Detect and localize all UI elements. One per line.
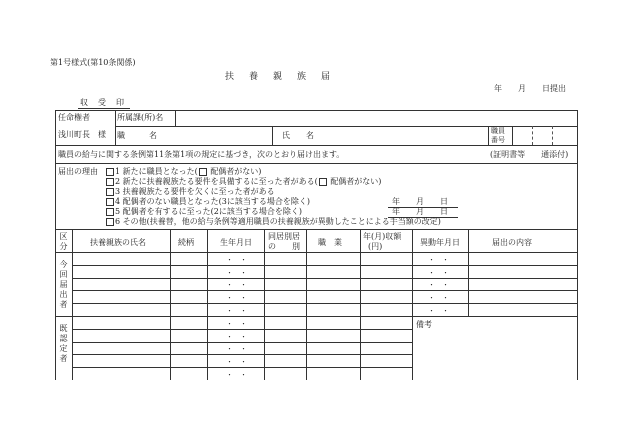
change-date-dots: ・ ・ [428,281,449,289]
col-dependent-name: 扶養親族の氏名 [90,238,146,247]
frame-right [577,110,578,380]
vline-income [412,229,413,380]
reason-item-6[interactable]: 6 その他(扶養替，他の給与条例等適用職員の扶養親族が異動したことによる手当額の改定) [105,217,441,227]
section-current-label: 今回届出者 [59,260,68,310]
dept-label: 所属課(所)名 [117,113,164,122]
staff-no-label-2: 番号 [491,136,505,144]
col-relation: 続柄 [178,238,194,247]
staffno-dash-2 [552,126,553,145]
current-row-line-2 [72,278,577,279]
col-income-1: 年(月)収額 [363,232,402,241]
header-col-name [272,126,273,145]
col-content: 届出の内容 [492,238,532,247]
staff-name-label: 氏 名 [282,131,314,140]
receipt-stamp-label: 収 受 印 [80,98,125,107]
birth-date-dots: ・ ・ [226,358,247,366]
form-title: 扶 養 親 族 届 [225,72,334,82]
reason-item-3[interactable]: 3 扶養親族たる要件を欠くに至った者がある [105,187,275,197]
col-occupation: 職 業 [318,238,342,247]
no-spouse-checkbox-2[interactable] [319,178,327,186]
birth-date-dots: ・ ・ [226,269,247,277]
approved-row-line-3 [72,354,412,355]
approved-row-line-4 [72,367,412,368]
col-cohabit-2: の 別 [268,242,300,251]
statement-line [55,163,577,164]
header-line-1 [115,126,577,127]
reason-5-checkbox[interactable] [106,208,114,216]
reason-4-date: 年 月 日 [392,197,448,206]
birth-date-dots: ・ ・ [226,307,247,315]
vline-cohabit [306,229,307,380]
reason-label: 届出の理由 [58,167,98,176]
reason-item-1[interactable]: 1 新たに職員となった( 配偶者がない) [105,167,261,177]
vline-name [170,229,171,380]
remarks-label: 備考 [416,320,432,329]
vline-occupation [360,229,361,380]
birth-date-dots: ・ ・ [226,281,247,289]
birth-date-dots: ・ ・ [226,320,247,328]
reason-2-checkbox[interactable] [106,178,114,186]
birth-date-dots: ・ ・ [226,294,247,302]
birth-date-dots: ・ ・ [226,256,247,264]
staff-no-label-1: 職員 [491,127,505,135]
vline-relation [207,229,208,380]
reason-1-checkbox[interactable] [106,168,114,176]
header-col-1 [115,110,116,145]
change-date-dots: ・ ・ [428,307,449,315]
appointer-label: 任命権者 [58,113,90,122]
birth-date-dots: ・ ・ [226,345,247,353]
form-number: 第1号様式(第10条関係) [50,58,136,67]
current-row-line-3 [72,290,577,291]
col-change-date: 異動年月日 [420,238,460,247]
col-category: 区分 [59,232,68,252]
no-spouse-checkbox-1[interactable] [199,168,207,176]
col-income-2: (円) [368,242,383,251]
current-row-line-4 [72,303,577,304]
job-title-label: 職 名 [117,131,157,140]
header-line-2 [55,145,577,146]
birth-date-dots: ・ ・ [226,371,247,379]
submit-date: 年 月 日提出 [494,84,566,93]
birth-date-dots: ・ ・ [226,333,247,341]
change-date-dots: ・ ・ [428,256,449,264]
vline-birth [264,229,265,380]
appointer-name: 浅川町長 様 [58,130,106,139]
col-header-bottom [55,252,577,253]
reasons-bottom-line [55,229,577,230]
header-col-staffno [488,126,489,145]
col-cohabit-1: 同居別居 [268,232,300,241]
header-col-staffno-2 [512,126,513,145]
reason-item-4[interactable]: 4 配偶者のない職員となった(3に該当する場合を除く) [105,197,310,207]
reason-4-checkbox[interactable] [106,198,114,206]
reason-item-2[interactable]: 2 新たに扶養親族たる要件を具備するに至った者がある( 配偶者がない) [105,177,381,187]
statement-text: 職員の給与に関する条例第11条第1項の規定に基づき，次のとおり届け出ます。 [58,150,345,159]
approved-row-line-1 [72,329,412,330]
frame-left [55,110,56,380]
header-col-dept [175,110,176,126]
staffno-dash-1 [532,126,533,145]
vline-category [72,229,73,380]
reason-6-checkbox[interactable] [106,218,114,226]
col-birth-date: 生年月日 [220,238,252,247]
change-date-dots: ・ ・ [428,294,449,302]
frame-top [55,110,577,111]
section-divider [55,316,577,317]
reason-item-5[interactable]: 5 配偶者を有するに至った(2に該当する場合を除く) [105,207,302,217]
change-date-dots: ・ ・ [428,269,449,277]
approved-row-line-2 [72,342,412,343]
current-row-line-1 [72,265,577,266]
proof-attach-note: (証明書等 通添付) [490,150,569,159]
section-approved-label: 既認定者 [59,324,68,364]
reason-3-checkbox[interactable] [106,188,114,196]
reason-5-date: 年 月 日 [392,207,448,216]
receipt-underline [78,108,130,109]
